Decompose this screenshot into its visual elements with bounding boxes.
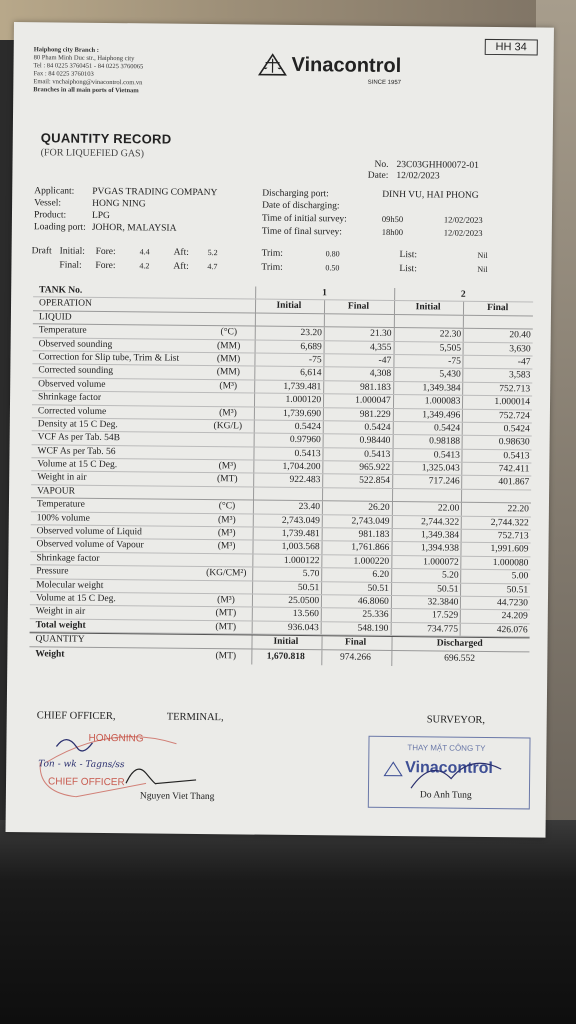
trim-label: Trim: (261, 248, 283, 259)
row-value: 6,614 (254, 367, 324, 380)
row-label: Observed sounding (38, 338, 113, 350)
row-value: 965.922 (322, 461, 392, 474)
draft-fore-label: Fore: (95, 246, 116, 258)
row-value: 0.5424 (462, 423, 532, 436)
row-value: -47 (324, 354, 394, 367)
row-unit: (MT) (216, 474, 238, 485)
row-value: 981.183 (323, 381, 393, 394)
final-survey-date: 12/02/2023 (443, 227, 483, 238)
page-subtitle: (FOR LIQUEFIED GAS) (40, 147, 145, 160)
trim-label-2: Trim: (261, 262, 283, 273)
tank-1-final-header: Final (324, 301, 394, 314)
row-value: 401.867 (462, 476, 532, 489)
discharging-port-value: DINH VU, HAI PHONG (382, 189, 479, 201)
tank-1-label: 1 (256, 287, 395, 301)
row-value (394, 315, 464, 328)
row-value: 0.5413 (462, 449, 532, 462)
row-unit: (M³) (217, 595, 235, 606)
row-label: WCF As per Tab. 56 (37, 445, 116, 457)
row-label: Observed volume (38, 379, 106, 390)
row-value: 922.483 (253, 474, 323, 487)
branch-name: Haiphong city Branch : (33, 46, 99, 54)
quantity-final-label: Final (321, 636, 391, 649)
row-label: Temperature (36, 499, 85, 511)
row-value: 5.00 (461, 570, 531, 583)
tank-2-final-header: Final (463, 302, 533, 315)
row-value: 1.000014 (462, 396, 532, 409)
row-value: 4,308 (323, 368, 393, 381)
branch-email: Email: vnchaiphong@vinacontrol.com.vn (33, 78, 143, 87)
branch-fax: Fax : 84 0225 3760103 (33, 70, 94, 78)
draft-final-fore: 4.2 (139, 261, 150, 271)
row-value: -75 (254, 353, 324, 366)
loading-port-label: Loading port: (33, 222, 86, 233)
row-value: 1,739.481 (252, 528, 322, 541)
applicant-label: Applicant: (34, 186, 75, 197)
row-value: 22.30 (393, 328, 463, 341)
row-value: 50.51 (391, 583, 461, 596)
row-value: 17.529 (391, 609, 461, 622)
row-value: 1.000120 (254, 394, 324, 407)
row-unit (202, 487, 253, 500)
row-value: 0.5424 (392, 422, 462, 435)
row-value: 0.5424 (323, 421, 393, 434)
vessel-value: HONG NING (92, 198, 146, 210)
record-number-date (350, 160, 479, 183)
row-value: 6,689 (254, 340, 324, 353)
final-survey-time: 18h00 (381, 226, 404, 238)
row-label: Temperature (38, 325, 87, 336)
row-value: 0.5413 (392, 449, 462, 462)
page-title: QUANTITY RECORD (40, 130, 172, 147)
row-label: Density at 15 C Deg. (37, 419, 118, 431)
right-info-block (262, 188, 483, 240)
quantity-record-document (6, 22, 554, 838)
row-value: 46.8060 (321, 595, 391, 608)
row-label: Correction for Slip tube, Trim & List (38, 352, 180, 364)
row-label: Shrinkage factor (36, 553, 100, 564)
row-value: 5.20 (391, 569, 461, 582)
row-value: 13.560 (251, 608, 321, 621)
quantity-weight-label: Weight (35, 648, 65, 660)
row-value: 24.209 (460, 610, 530, 623)
signature-section (27, 710, 527, 726)
measurement-table (29, 284, 533, 667)
row-value (322, 488, 392, 501)
row-value: 1.000083 (393, 395, 463, 408)
record-no: 23C03GHH00072-01 (396, 160, 479, 171)
row-value: 1,349.384 (393, 382, 463, 395)
row-unit: (°C) (218, 501, 236, 512)
row-value: 1,003.568 (252, 541, 322, 554)
list-final: Nil (477, 264, 488, 274)
row-value (461, 490, 531, 503)
chief-officer-label: CHIEF OFFICER, (36, 710, 116, 723)
row-value: -75 (393, 355, 463, 368)
record-date-label: Date: (367, 170, 389, 181)
terminal-label: TERMINAL, (166, 711, 224, 724)
vessel-label: Vessel: (34, 198, 62, 209)
company-name: Vinacontrol (291, 53, 402, 77)
draft-aft-label-2: Aft: (173, 261, 189, 272)
row-value: 32.3840 (391, 596, 461, 609)
draft-initial-aft: 5.2 (207, 248, 218, 258)
row-value (463, 316, 533, 329)
product-value: LPG (91, 210, 110, 222)
row-value: 981.229 (323, 408, 393, 421)
row-value: 1,325.043 (392, 462, 462, 475)
quantity-discharged-value: 696.552 (391, 651, 530, 667)
row-value: 2,743.049 (252, 514, 322, 527)
row-unit: (M³) (218, 461, 237, 472)
applicant-value: PVGAS TRADING COMPANY (92, 186, 218, 199)
chief-officer-handwriting: Ton - wk - Tagns/ss (38, 759, 125, 771)
row-unit: (MM) (216, 340, 241, 351)
row-label: LIQUID (38, 312, 72, 323)
row-value: 752.713 (461, 530, 531, 543)
company-since: SINCE 1957 (367, 79, 402, 87)
row-value: 1,394.938 (391, 542, 461, 555)
row-value: 0.5424 (253, 420, 323, 433)
row-label: Pressure (36, 566, 69, 577)
row-value: 1.000080 (461, 557, 531, 570)
row-unit (202, 447, 253, 460)
loading-port-value: JOHOR, MALAYSIA (91, 222, 177, 234)
stamp-right-top-text: THAY MẶT CÔNG TY (407, 743, 486, 753)
row-value: 2,744.322 (461, 516, 531, 529)
row-value: 1.000220 (321, 555, 391, 568)
stamp-right-company: Vinacontrol (405, 759, 494, 778)
row-unit: (KG/CM²) (206, 568, 247, 579)
row-unit: (M³) (219, 407, 237, 418)
row-value: 3,583 (463, 369, 533, 382)
stamp-left-bottom-text: CHIEF OFFICER (47, 776, 125, 789)
row-value: 1,704.200 (253, 461, 323, 474)
row-value: 4,355 (324, 341, 394, 354)
row-value: 752.713 (463, 382, 533, 395)
surveyor-signer-name: Do Anh Tung (419, 790, 472, 801)
row-unit: (MT) (215, 621, 237, 633)
row-label: Volume at 15 C Deg. (35, 593, 116, 605)
tank-2-label: 2 (394, 288, 533, 302)
row-value (253, 487, 323, 500)
row-value: 22.00 (392, 502, 462, 515)
row-value: 1,739.481 (254, 380, 324, 393)
row-unit (201, 554, 252, 567)
row-value: 50.51 (460, 583, 530, 596)
row-value: 0.97960 (253, 434, 323, 447)
row-value: 25.0500 (251, 595, 321, 608)
scales-logo-icon (257, 53, 287, 77)
row-label: Weight in air (35, 606, 86, 618)
tank-label: TANK No. (39, 285, 83, 296)
operation-label: OPERATION (38, 298, 92, 310)
row-value: 981.183 (322, 528, 392, 541)
row-value: 20.40 (463, 329, 533, 342)
stamp-left-top-text: HONGNING (88, 732, 144, 745)
row-value: 0.98188 (392, 435, 462, 448)
left-info-block (34, 185, 218, 235)
row-value: 0.98440 (323, 435, 393, 448)
row-value: 5,430 (393, 368, 463, 381)
list-initial: Nil (477, 250, 488, 260)
quantity-label: QUANTITY (35, 634, 85, 645)
row-value: 26.20 (322, 502, 392, 515)
row-unit: (M³) (217, 514, 236, 525)
row-value: 23.40 (252, 501, 322, 514)
draft-final-aft: 4.7 (207, 262, 218, 272)
row-value: 44.7230 (460, 597, 530, 610)
draft-final-label: Final: (59, 260, 82, 271)
row-value: -47 (463, 356, 533, 369)
company-logo (257, 53, 402, 87)
draft-label: Draft (31, 246, 52, 257)
tank-1-initial-header: Initial (254, 300, 324, 313)
initial-survey-time: 09h50 (381, 213, 404, 225)
trim-block (261, 247, 339, 276)
row-unit: (KG/L) (213, 421, 243, 432)
row-value (324, 314, 394, 327)
branch-tel: Tel : 84 0225 3760451 - 84 0225 3760065 (33, 62, 144, 71)
row-value: 734.775 (390, 623, 460, 636)
row-value: 5,505 (393, 342, 463, 355)
row-label: Molecular weight (36, 579, 104, 591)
row-label: VCF As per Tab. 54B (37, 432, 120, 444)
row-value: 548.190 (321, 622, 391, 635)
row-value: 2,744.322 (391, 516, 461, 529)
draft-initial-fore: 4.4 (139, 247, 150, 257)
row-label: Total weight (35, 620, 86, 631)
row-value: 23.20 (254, 327, 324, 340)
list-block (399, 248, 488, 277)
quantity-initial-value: 1,670.818 (251, 649, 321, 665)
draft-aft-label: Aft: (173, 247, 189, 258)
row-value: 25.336 (321, 609, 391, 622)
row-value: 50.51 (252, 581, 322, 594)
row-value: 752.724 (462, 409, 532, 422)
row-value: 0.5413 (323, 448, 393, 461)
row-label: Observed volume of Vapour (36, 539, 144, 551)
row-value: 1,761.866 (322, 542, 392, 555)
draft-initial-label: Initial: (59, 246, 85, 257)
row-label: 100% volume (36, 512, 90, 524)
row-unit: (MM) (216, 367, 241, 378)
row-value: 426.076 (460, 623, 530, 636)
row-unit: (M³) (217, 541, 236, 552)
row-unit (202, 433, 253, 446)
table-body (30, 311, 533, 638)
row-label: Corrected volume (37, 405, 107, 417)
row-label: Observed volume of Liquid (36, 526, 142, 538)
row-unit (203, 313, 254, 326)
draft-block (31, 244, 217, 274)
row-value: 0.5413 (253, 447, 323, 460)
date-discharging-label: Date of discharging: (262, 200, 340, 212)
row-value: 6.20 (321, 568, 391, 581)
row-value: 21.30 (324, 327, 394, 340)
row-label: Volume at 15 C Deg. (37, 459, 118, 471)
row-value: 0.98630 (462, 436, 532, 449)
row-value: 1,991.609 (461, 543, 531, 556)
row-label: VAPOUR (37, 486, 75, 497)
row-label: Corrected sounding (38, 365, 114, 377)
row-unit: (M³) (217, 528, 236, 539)
terminal-signature (116, 753, 206, 794)
quantity-initial-label: Initial (251, 636, 321, 649)
row-value (392, 489, 462, 502)
row-value: 1.000047 (323, 394, 393, 407)
final-survey-label: Time of final survey: (261, 226, 343, 238)
branch-info (33, 46, 143, 95)
row-value: 742.411 (462, 463, 532, 476)
row-unit (203, 393, 254, 406)
row-unit (201, 581, 252, 594)
row-value: 1.000122 (252, 554, 322, 567)
terminal-signer-name: Nguyen Viet Thang (139, 791, 215, 803)
row-value: 1,349.496 (393, 409, 463, 422)
row-value: 522.854 (322, 475, 392, 488)
draft-fore-label-2: Fore: (95, 260, 116, 272)
trim-initial: 0.80 (325, 249, 340, 259)
discharging-port-label: Discharging port: (262, 188, 329, 200)
initial-survey-label: Time of initial survey: (261, 213, 347, 225)
product-label: Product: (33, 210, 67, 221)
tank-2-initial-header: Initial (394, 301, 464, 314)
row-value: 717.246 (392, 475, 462, 488)
trim-final: 0.50 (325, 263, 340, 273)
row-value: 22.20 (461, 503, 531, 516)
row-label: Shrinkage factor (38, 392, 102, 404)
row-unit: (°C) (220, 327, 238, 338)
row-value: 50.51 (321, 582, 391, 595)
row-value: 936.043 (251, 621, 321, 634)
row-value: 1,739.690 (253, 407, 323, 420)
quantity-unit: (MT) (215, 650, 237, 661)
record-date: 12/02/2023 (396, 171, 440, 182)
list-label-2: List: (399, 264, 417, 275)
quantity-final-value: 974.266 (321, 650, 391, 666)
row-unit: (M³) (219, 380, 238, 392)
row-unit: (MM) (216, 354, 241, 365)
initial-survey-date: 12/02/2023 (443, 214, 483, 225)
row-value: 5.70 (252, 568, 322, 581)
quantity-discharged-label: Discharged (391, 637, 530, 651)
list-label: List: (399, 250, 418, 261)
photo-background-bottom (0, 820, 576, 1024)
row-value: 1,349.384 (391, 529, 461, 542)
surveyor-label: SURVEYOR, (426, 714, 486, 726)
branch-address: 80 Pham Minh Duc str., Haiphong city (33, 54, 135, 63)
row-value: 3,630 (463, 342, 533, 355)
form-code: HH 34 (484, 39, 537, 56)
row-unit: (MT) (215, 608, 237, 619)
record-no-label: No. (374, 159, 389, 170)
branch-ports: Branches in all main ports of Vietnam (33, 86, 139, 95)
row-label: Weight in air (37, 472, 87, 484)
row-value: 1.000072 (391, 556, 461, 569)
row-value: 2,743.049 (322, 515, 392, 528)
row-value (254, 313, 324, 326)
